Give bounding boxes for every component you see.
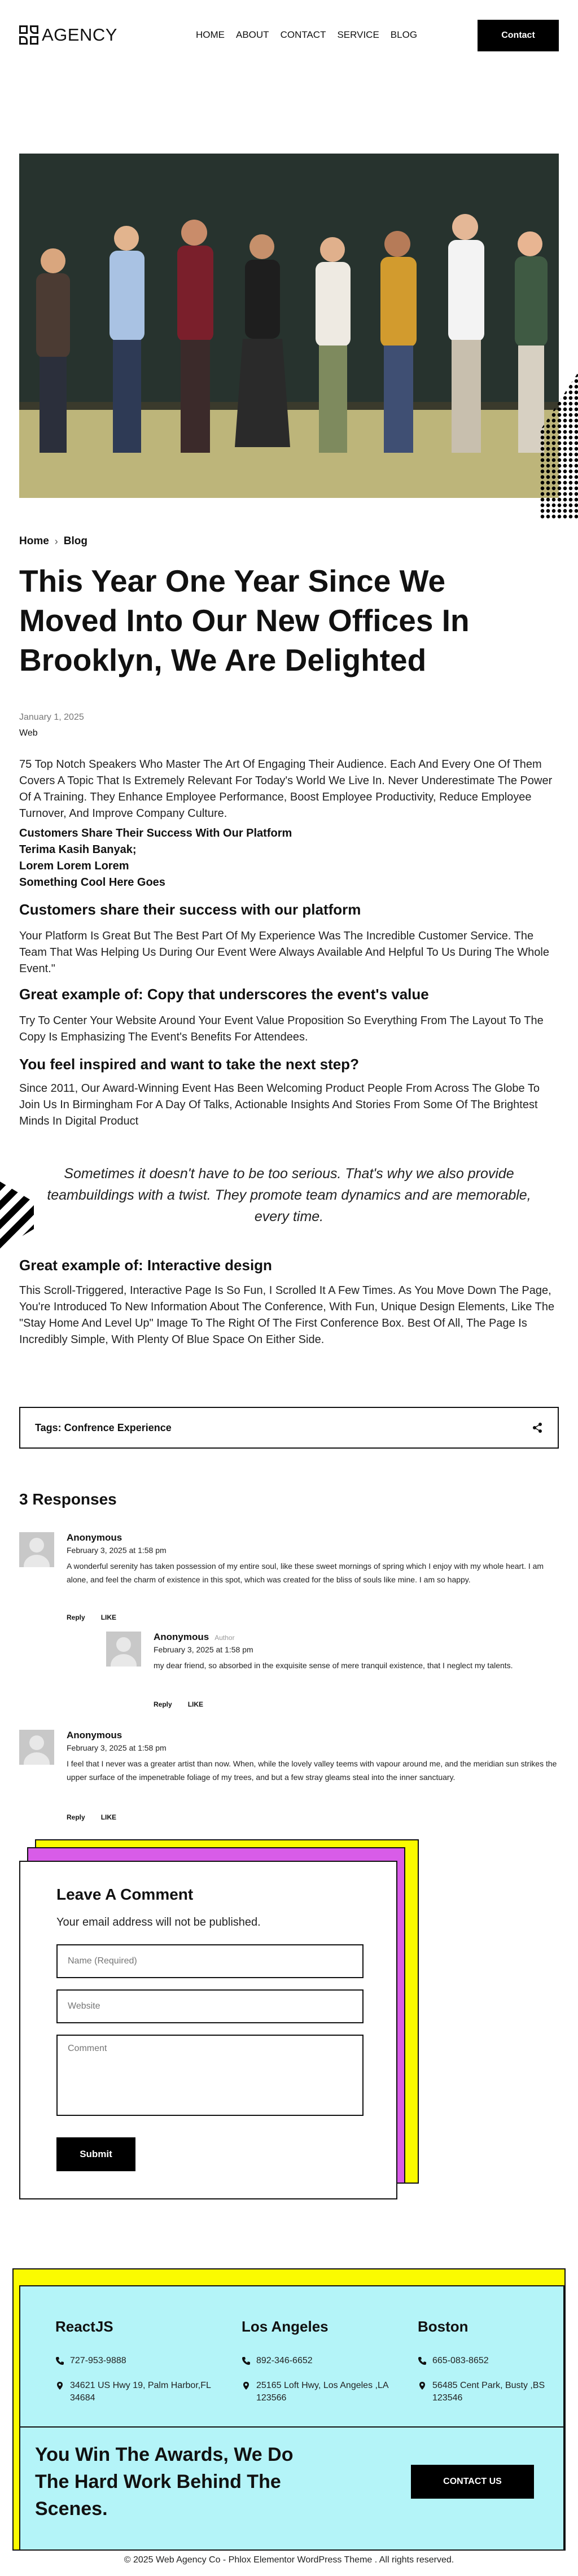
breadcrumb (19, 535, 87, 548)
nav-home[interactable]: HOME (196, 29, 225, 40)
main-nav (196, 29, 428, 41)
logo-text: AGENCY (42, 25, 117, 45)
office-city: Los Angeles (242, 2318, 329, 2335)
comment-text: my dear friend, so absorbed in the exquisite sense of mere tranquil existence, that I neglect my talents. (154, 1661, 513, 1670)
office-address (55, 2380, 213, 2404)
chevron-right-icon: › (54, 535, 58, 547)
comment (19, 1730, 559, 1826)
hero-image (19, 154, 559, 498)
blockquote: Sometimes it doesn't have to be too serious. That's why we also provide teambuildings with a twist. They promote team dynamics and are memorable, every time. (47, 1166, 531, 1224)
share-icon[interactable] (532, 1422, 543, 1433)
bold-line: Customers Share Their Success With Our Platform (19, 827, 292, 839)
location-pin-icon (242, 2381, 251, 2390)
copy-paragraph: Try To Center Your Website Around Your Event Value Proposition So Everything From The Layout To The Copy Is Emphasizing The Event's Benefits For Attendees. (19, 1014, 544, 1043)
logo[interactable] (19, 25, 117, 45)
comment-author-name: Anonymous (154, 1632, 209, 1642)
interactive-paragraph: This Scroll-Triggered, Interactive Page Is So Fun, I Scrolled It A Few Times. As You Move Down The Page, You're Introduced To New Information About The Conference, With Fun, Unique Design Elements, Like The "Stay Home And Level Up" Image To The Right Of The First Conference Box. Best Of All, The Page Is Incredibly Simple, With Plenty Of Blue Space On Either Side. (19, 1284, 555, 1346)
comment-actions (154, 1700, 203, 1708)
comment-author: Anonymous (67, 1532, 122, 1543)
post-date: January 1, 2025 (19, 712, 84, 722)
breadcrumb-current[interactable]: Blog (63, 535, 88, 547)
location-pin-icon (418, 2381, 427, 2390)
website-input[interactable] (56, 1989, 364, 2023)
comment-text: A wonderful serenity has taken possession of my entire soul, like these sweet mornings of spring which I enjoy with my whole heart. I am alone, and feel the charm of existence in this spot, which was created for the bliss of souls like mine. I am so happy. (67, 1562, 544, 1584)
bold-lines (19, 825, 292, 891)
address-text: 25165 Loft Hwy, Los Angeles ,LA 123566 (256, 2381, 388, 2403)
comment-textarea[interactable] (56, 2035, 364, 2116)
phone-icon (242, 2356, 251, 2365)
office-phone (418, 2355, 548, 2367)
intro-paragraph: 75 Top Notch Speakers Who Master The Art Of Engaging Their Audience. Each And Every One Of Them Covers A Topic That Is Extremely Relevant For Today's World We Live In. Never Underestimate The Power Of A Training. They Enhance Employee Performance, Boost Employee Productivity, Reduce Employee Turnover, And Improve Company Culture. (19, 758, 553, 820)
post-category[interactable]: Web (19, 728, 38, 738)
heading-inspired: You feel inspired and want to take the next step? (19, 1056, 359, 1073)
team-photo-illustration (19, 154, 559, 498)
address-text: 34621 US Hwy 19, Palm Harbor,FL 34684 (70, 2381, 211, 2403)
comment-actions (67, 1613, 116, 1621)
contact-us-button[interactable]: CONTACT US (411, 2465, 534, 2499)
comment-date[interactable]: February 3, 2025 at 1:58 pm (67, 1546, 167, 1555)
avatar (19, 1532, 54, 1567)
office-address (242, 2380, 400, 2404)
customers-paragraph: Your Platform Is Great But The Best Part Of My Experience Was The Incredible Customer Service. The Team That Was Helping Us During Our Event Were Always Available And Helpful To Us During The Whole Event." (19, 930, 549, 975)
heading-customers: Customers share their success with our platform (19, 901, 361, 918)
comment-actions (67, 1813, 116, 1821)
phone-icon (418, 2356, 427, 2365)
site-header (0, 0, 578, 71)
reply-link[interactable]: Reply (67, 1813, 85, 1821)
leave-comment-title: Leave A Comment (56, 1886, 194, 1903)
nav-contact[interactable]: CONTACT (280, 29, 326, 40)
breadcrumb-home[interactable]: Home (19, 535, 49, 547)
reply-link[interactable]: Reply (67, 1613, 85, 1621)
office-los-angeles (242, 2318, 400, 2417)
bold-line: Something Cool Here Goes (19, 876, 165, 889)
tags-bar (19, 1407, 559, 1449)
tags-label[interactable]: Tags: Confrence Experience (35, 1422, 172, 1433)
reply-link[interactable]: Reply (154, 1700, 172, 1708)
comment (19, 1532, 559, 1628)
comment-author (154, 1632, 235, 1643)
comment-reply (106, 1632, 559, 1716)
heading-interactive: Great example of: Interactive design (19, 1257, 272, 1274)
phone-number[interactable]: 892-346-6652 (256, 2356, 313, 2365)
nav-about[interactable]: ABOUT (236, 29, 269, 40)
logo-icon (19, 25, 38, 45)
responses-title: 3 Responses (19, 1490, 117, 1508)
nav-service[interactable]: SERVICE (337, 29, 379, 40)
phone-number[interactable]: 727-953-9888 (70, 2356, 126, 2365)
like-link[interactable]: LIKE (100, 1613, 117, 1621)
location-pin-icon (55, 2381, 64, 2390)
copyright: © 2025 Web Agency Co - Phlox Elementor WordPress Theme . All rights reserved. (124, 2555, 454, 2565)
phone-number[interactable]: 665-083-8652 (432, 2356, 489, 2365)
author-badge: Author (214, 1634, 235, 1642)
heading-copy: Great example of: Copy that underscores the event's value (19, 986, 429, 1003)
leave-comment-note: Your email address will not be published. (56, 1916, 261, 1928)
comment-text: I feel that I never was a greater artist than now. When, while the lovely valley teems with vapour around me, and the meridian sun strikes the upper surface of the impenetrable foliage of my trees, and but a few stray gleams steal into the inner sanctuary. (67, 1759, 557, 1782)
office-city: ReactJS (55, 2318, 113, 2335)
comment-author: Anonymous (67, 1730, 122, 1740)
footer-cta-title: You Win The Awards, We Do The Hard Work Behind The Scenes. (35, 2444, 294, 2520)
address-text: 56485 Cent Park, Busty ,BS 123546 (432, 2381, 545, 2403)
avatar (106, 1632, 141, 1667)
office-phone (242, 2355, 400, 2367)
contact-button[interactable]: Contact (478, 20, 559, 51)
like-link[interactable]: LIKE (187, 1700, 204, 1708)
bold-line: Terima Kasih Banyak; (19, 843, 137, 856)
inspired-paragraph: Since 2011, Our Award-Winning Event Has Been Welcoming Product People From Across The Globe To Join Us In Birmingham For A Day Of Talks, Actionable Insights And Stories From Some Of The Brightest Minds In Digital Product (19, 1082, 540, 1127)
phone-icon (55, 2356, 64, 2365)
office-reactjs (55, 2318, 213, 2417)
comment-form (19, 1861, 397, 2199)
page-title: This Year One Year Since We Moved Into Our New Offices In Brooklyn, We Are Delighted (19, 563, 470, 677)
comment-date[interactable]: February 3, 2025 at 1:58 pm (154, 1645, 253, 1654)
avatar (19, 1730, 54, 1765)
like-link[interactable]: LIKE (100, 1813, 117, 1821)
office-boston (418, 2318, 548, 2417)
quote-stripes (0, 1182, 34, 1249)
bold-line: Lorem Lorem Lorem (19, 860, 129, 872)
office-city: Boston (418, 2318, 468, 2335)
nav-blog[interactable]: BLOG (390, 29, 418, 40)
office-address (418, 2380, 548, 2404)
comment-date[interactable]: February 3, 2025 at 1:58 pm (67, 1743, 167, 1752)
office-phone (55, 2355, 213, 2367)
name-input[interactable] (56, 1944, 364, 1978)
submit-button[interactable]: Submit (56, 2137, 135, 2171)
